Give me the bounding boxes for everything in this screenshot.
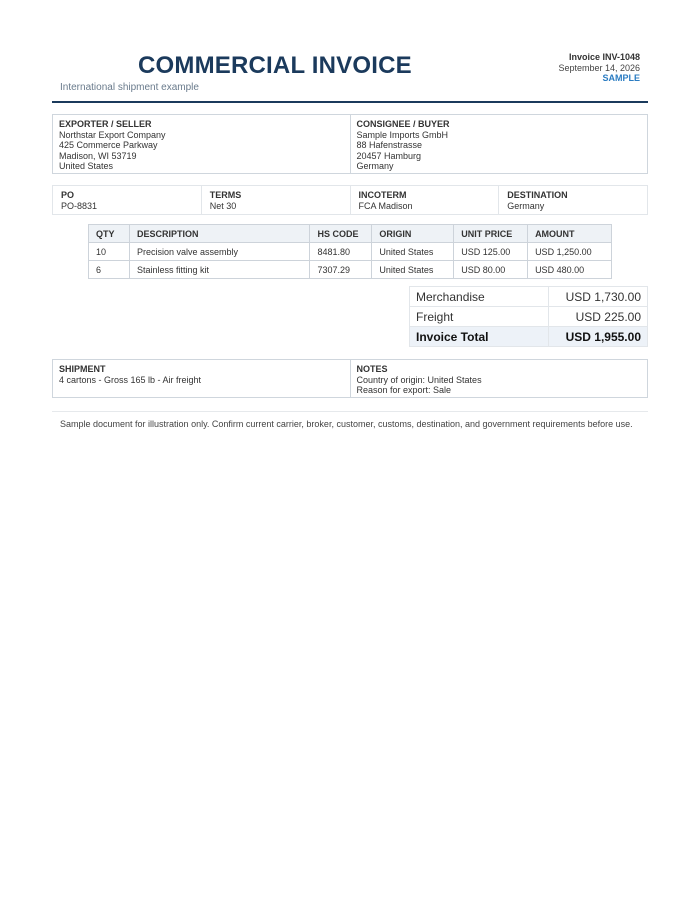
invoice-date: September 14, 2026	[558, 62, 640, 73]
term-label: PO	[61, 190, 75, 200]
footer-divider	[52, 411, 648, 412]
term-destination	[498, 186, 647, 214]
page-subtitle: International shipment example	[60, 82, 199, 93]
header-divider	[52, 101, 648, 103]
cell-unit-price: USD 80.00	[454, 261, 528, 279]
exporter-line: Madison, WI 53719	[59, 150, 137, 161]
consignee-line: 20457 Hamburg	[356, 150, 422, 161]
table-row	[89, 261, 612, 279]
freight-value: USD 225.00	[549, 307, 648, 327]
cell-unit-price: USD 125.00	[454, 243, 528, 261]
page-title: COMMERCIAL INVOICE	[138, 52, 412, 79]
notes-block	[350, 360, 648, 397]
term-value: FCA Madison	[358, 200, 413, 211]
term-value: Net 30	[209, 200, 237, 211]
column-header-origin: ORIGIN	[372, 225, 454, 243]
exporter-line: Northstar Export Company	[59, 129, 166, 140]
invoice-meta	[558, 52, 640, 84]
merchandise-value: USD 1,730.00	[549, 287, 648, 307]
term-label: INCOTERM	[358, 190, 407, 200]
cell-qty: 10	[89, 243, 130, 261]
shipment-block	[53, 360, 350, 397]
shipment-label: SHIPMENT	[59, 364, 106, 374]
notes-label: NOTES	[356, 364, 388, 374]
column-header-amount: AMOUNT	[528, 225, 612, 243]
merchandise-row	[410, 287, 648, 307]
cell-hs-code: 7307.29	[310, 261, 372, 279]
exporter-label: EXPORTER / SELLER	[59, 119, 152, 129]
parties-section	[52, 114, 648, 174]
consignee-block	[350, 115, 648, 173]
shipment-line: 4 cartons - Gross 165 lb - Air freight	[59, 374, 202, 385]
cell-description: Precision valve assembly	[129, 243, 310, 261]
sample-badge: SAMPLE	[602, 73, 640, 83]
notes-line: Reason for export: Sale	[356, 385, 452, 396]
shipment-notes-section	[52, 359, 648, 398]
term-terms	[201, 186, 350, 214]
cell-amount: USD 1,250.00	[528, 243, 612, 261]
consignee-line: Sample Imports GmbH	[356, 129, 449, 140]
term-po	[53, 186, 201, 214]
cell-hs-code: 8481.80	[310, 243, 372, 261]
invoice-number: Invoice INV-1048	[568, 52, 640, 62]
table-row	[89, 243, 612, 261]
cell-amount: USD 480.00	[528, 261, 612, 279]
freight-row	[410, 307, 648, 327]
invoice-total-label: Invoice Total	[410, 327, 549, 347]
term-value: Germany	[507, 200, 545, 211]
merchandise-label: Merchandise	[410, 287, 549, 307]
disclaimer-text: Sample document for illustration only. Confirm current carrier, broker, customer, customs, destination, and government requirements before use.	[60, 419, 633, 429]
consignee-label: CONSIGNEE / BUYER	[356, 119, 450, 129]
cell-qty: 6	[89, 261, 130, 279]
exporter-block	[53, 115, 350, 173]
exporter-line: 425 Commerce Parkway	[59, 140, 158, 151]
term-label: TERMS	[209, 190, 242, 200]
exporter-line: United States	[59, 161, 114, 172]
term-incoterm	[350, 186, 499, 214]
invoice-total-value: USD 1,955.00	[549, 327, 648, 347]
freight-label: Freight	[410, 307, 549, 327]
invoice-total-row	[410, 327, 648, 347]
cell-description: Stainless fitting kit	[129, 261, 310, 279]
consignee-line: 88 Hafenstrasse	[356, 140, 423, 151]
term-value: PO-8831	[61, 200, 98, 211]
invoice-header	[52, 48, 648, 104]
column-header-hs-code: HS CODE	[310, 225, 372, 243]
table-header-row	[89, 225, 612, 243]
totals-table	[409, 286, 648, 347]
line-items-table	[88, 224, 612, 279]
term-label: DESTINATION	[507, 190, 568, 200]
column-header-description: DESCRIPTION	[129, 225, 310, 243]
column-header-qty: QTY	[89, 225, 130, 243]
terms-row	[52, 185, 648, 215]
cell-origin: United States	[372, 261, 454, 279]
cell-origin: United States	[372, 243, 454, 261]
notes-line: Country of origin: United States	[356, 374, 482, 385]
consignee-line: Germany	[356, 161, 394, 172]
column-header-unit-price: UNIT PRICE	[454, 225, 528, 243]
